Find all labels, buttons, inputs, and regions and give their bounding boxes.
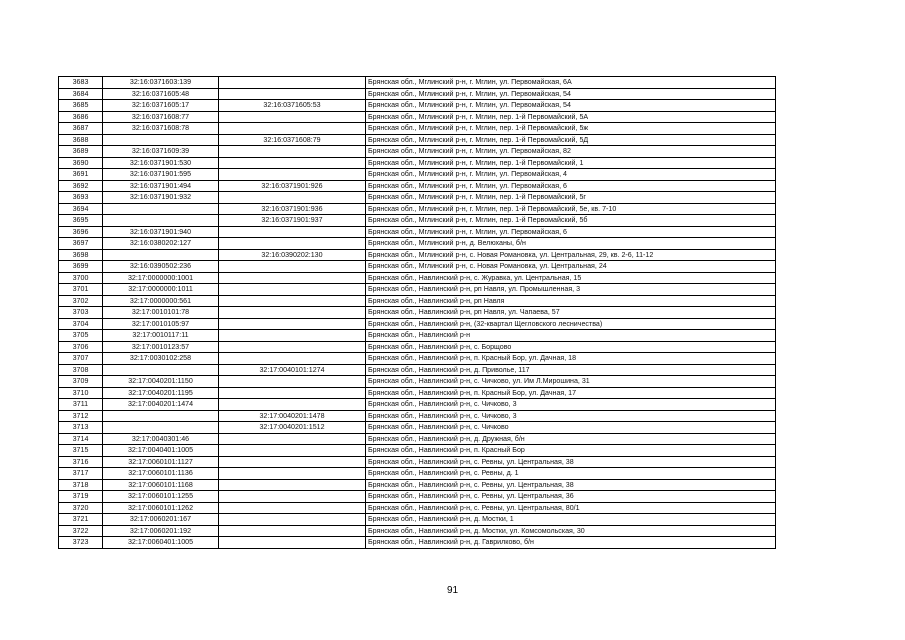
- row-number-cell: 3698: [59, 249, 103, 261]
- related-cadastral-number-cell: [219, 226, 366, 238]
- row-number-cell: 3707: [59, 353, 103, 365]
- cadastral-number-cell: 32:16:0390502:236: [103, 261, 219, 273]
- table-row: [59, 203, 776, 215]
- cadastral-number-cell: [103, 422, 219, 434]
- address-cell: Брянская обл., Мглинский р-н, г. Мглин, пер. 1-й Первомайский, 1: [366, 157, 776, 169]
- related-cadastral-number-cell: [219, 502, 366, 514]
- cadastral-number-cell: 32:17:0040201:1150: [103, 376, 219, 388]
- table-row: [59, 537, 776, 549]
- table-row: [59, 100, 776, 112]
- related-cadastral-number-cell: 32:17:0040201:1478: [219, 410, 366, 422]
- cadastral-number-cell: 32:16:0371901:595: [103, 169, 219, 181]
- address-cell: Брянская обл., Мглинский р-н, г. Мглин, ул. Первомайская, 6: [366, 226, 776, 238]
- row-number-cell: 3708: [59, 364, 103, 376]
- related-cadastral-number-cell: 32:16:0390202:130: [219, 249, 366, 261]
- table-row: [59, 422, 776, 434]
- row-number-cell: 3699: [59, 261, 103, 273]
- table-row: [59, 399, 776, 411]
- table-row: [59, 387, 776, 399]
- table-row: [59, 284, 776, 296]
- related-cadastral-number-cell: [219, 261, 366, 273]
- row-number-cell: 3690: [59, 157, 103, 169]
- address-cell: Брянская обл., Мглинский р-н, г. Мглин, ул. Первомайская, 54: [366, 88, 776, 100]
- related-cadastral-number-cell: [219, 353, 366, 365]
- table-row: [59, 433, 776, 445]
- related-cadastral-number-cell: [219, 295, 366, 307]
- related-cadastral-number-cell: [219, 514, 366, 526]
- cadastral-number-cell: 32:17:0060201:192: [103, 525, 219, 537]
- table-row: [59, 330, 776, 342]
- row-number-cell: 3723: [59, 537, 103, 549]
- related-cadastral-number-cell: [219, 307, 366, 319]
- related-cadastral-number-cell: [219, 376, 366, 388]
- cadastral-number-cell: 32:16:0371605:48: [103, 88, 219, 100]
- address-cell: Брянская обл., Навлинский р-н, с. Борщово: [366, 341, 776, 353]
- related-cadastral-number-cell: [219, 479, 366, 491]
- cadastral-number-cell: 32:17:0040401:1005: [103, 445, 219, 457]
- address-cell: Брянская обл., Навлинский р-н, с. Чичково, ул. Им Л.Мирошина, 31: [366, 376, 776, 388]
- related-cadastral-number-cell: [219, 456, 366, 468]
- cadastral-number-cell: 32:17:0010105:97: [103, 318, 219, 330]
- address-cell: Брянская обл., Мглинский р-н, г. Мглин, пер. 1-й Первомайский, 5Д: [366, 134, 776, 146]
- address-cell: Брянская обл., Навлинский р-н, с. Ревны, ул. Центральная, 36: [366, 491, 776, 503]
- table-row: [59, 146, 776, 158]
- row-number-cell: 3697: [59, 238, 103, 250]
- cadastral-number-cell: 32:17:0060201:167: [103, 514, 219, 526]
- cadastral-number-cell: 32:17:0060101:1262: [103, 502, 219, 514]
- cadastral-number-cell: [103, 249, 219, 261]
- cadastral-number-cell: 32:16:0371608:77: [103, 111, 219, 123]
- table-row: [59, 525, 776, 537]
- related-cadastral-number-cell: [219, 123, 366, 135]
- related-cadastral-number-cell: [219, 88, 366, 100]
- row-number-cell: 3705: [59, 330, 103, 342]
- cadastral-number-cell: 32:17:0060101:1127: [103, 456, 219, 468]
- table-row: [59, 491, 776, 503]
- row-number-cell: 3704: [59, 318, 103, 330]
- address-cell: Брянская обл., Мглинский р-н, г. Мглин, ул. Первомайская, 6: [366, 180, 776, 192]
- row-number-cell: 3712: [59, 410, 103, 422]
- related-cadastral-number-cell: 32:17:0040101:1274: [219, 364, 366, 376]
- row-number-cell: 3713: [59, 422, 103, 434]
- address-cell: Брянская обл., Навлинский р-н, с. Ревны, ул. Центральная, 80/1: [366, 502, 776, 514]
- related-cadastral-number-cell: 32:16:0371901:926: [219, 180, 366, 192]
- address-cell: Брянская обл., Навлинский р-н, с. Ревны, ул. Центральная, 38: [366, 479, 776, 491]
- table-row: [59, 376, 776, 388]
- table-row: [59, 502, 776, 514]
- address-cell: Брянская обл., Навлинский р-н, с. Ревны, д. 1: [366, 468, 776, 480]
- related-cadastral-number-cell: 32:16:0371605:53: [219, 100, 366, 112]
- related-cadastral-number-cell: [219, 341, 366, 353]
- related-cadastral-number-cell: [219, 146, 366, 158]
- table-row: [59, 318, 776, 330]
- address-cell: Брянская обл., Навлинский р-н, с. Чичково, 3: [366, 399, 776, 411]
- address-cell: Брянская обл., Мглинский р-н, г. Мглин, пер. 1-й Первомайский, 5г: [366, 192, 776, 204]
- row-number-cell: 3703: [59, 307, 103, 319]
- address-cell: Брянская обл., Мглинский р-н, г. Мглин, ул. Первомайская, 4: [366, 169, 776, 181]
- row-number-cell: 3687: [59, 123, 103, 135]
- table-row: [59, 249, 776, 261]
- row-number-cell: 3688: [59, 134, 103, 146]
- cadastral-number-cell: 32:16:0371609:39: [103, 146, 219, 158]
- cadastral-number-cell: 32:16:0371605:17: [103, 100, 219, 112]
- row-number-cell: 3720: [59, 502, 103, 514]
- address-cell: Брянская обл., Навлинский р-н, п. Красный Бор: [366, 445, 776, 457]
- related-cadastral-number-cell: [219, 318, 366, 330]
- table-row: [59, 468, 776, 480]
- related-cadastral-number-cell: 32:16:0371901:937: [219, 215, 366, 227]
- cadastral-number-cell: 32:16:0371901:940: [103, 226, 219, 238]
- row-number-cell: 3701: [59, 284, 103, 296]
- related-cadastral-number-cell: 32:17:0040201:1512: [219, 422, 366, 434]
- related-cadastral-number-cell: [219, 192, 366, 204]
- cadastral-number-cell: [103, 364, 219, 376]
- table-row: [59, 410, 776, 422]
- table-row: [59, 157, 776, 169]
- related-cadastral-number-cell: 32:16:0371901:936: [219, 203, 366, 215]
- address-cell: Брянская обл., Навлинский р-н, (32-квартал Щегловского лесничества): [366, 318, 776, 330]
- related-cadastral-number-cell: [219, 491, 366, 503]
- address-cell: Брянская обл., Мглинский р-н, г. Мглин, пер. 1-й Первомайский, 5е, кв. 7-10: [366, 203, 776, 215]
- address-cell: Брянская обл., Навлинский р-н, д. Приволье, 117: [366, 364, 776, 376]
- related-cadastral-number-cell: [219, 468, 366, 480]
- related-cadastral-number-cell: [219, 169, 366, 181]
- cadastral-number-cell: 32:16:0371603:139: [103, 77, 219, 89]
- row-number-cell: 3714: [59, 433, 103, 445]
- related-cadastral-number-cell: 32:16:0371608:79: [219, 134, 366, 146]
- table-row: [59, 307, 776, 319]
- table-row: [59, 169, 776, 181]
- address-cell: Брянская обл., Навлинский р-н, с. Журавка, ул. Центральная, 15: [366, 272, 776, 284]
- address-cell: Брянская обл., Навлинский р-н, с. Чичково: [366, 422, 776, 434]
- related-cadastral-number-cell: [219, 284, 366, 296]
- row-number-cell: 3693: [59, 192, 103, 204]
- row-number-cell: 3711: [59, 399, 103, 411]
- row-number-cell: 3689: [59, 146, 103, 158]
- row-number-cell: 3696: [59, 226, 103, 238]
- related-cadastral-number-cell: [219, 157, 366, 169]
- cadastral-number-cell: [103, 215, 219, 227]
- row-number-cell: 3718: [59, 479, 103, 491]
- table-row: [59, 215, 776, 227]
- address-cell: Брянская обл., Навлинский р-н, рп Навля, ул. Чапаева, 57: [366, 307, 776, 319]
- cadastral-number-cell: 32:17:0060101:1168: [103, 479, 219, 491]
- address-cell: Брянская обл., Навлинский р-н, с. Ревны, ул. Центральная, 38: [366, 456, 776, 468]
- cadastral-number-cell: 32:16:0371901:494: [103, 180, 219, 192]
- row-number-cell: 3702: [59, 295, 103, 307]
- address-cell: Брянская обл., Мглинский р-н, г. Мглин, ул. Первомайская, 82: [366, 146, 776, 158]
- address-cell: Брянская обл., Навлинский р-н, рп Навля: [366, 295, 776, 307]
- address-cell: Брянская обл., Навлинский р-н, с. Чичково, 3: [366, 410, 776, 422]
- address-cell: Брянская обл., Навлинский р-н, п. Красный Бор, ул. Дачная, 18: [366, 353, 776, 365]
- address-cell: Брянская обл., Навлинский р-н, д. Гаврилково, б/н: [366, 537, 776, 549]
- related-cadastral-number-cell: [219, 111, 366, 123]
- related-cadastral-number-cell: [219, 272, 366, 284]
- cadastral-number-cell: [103, 203, 219, 215]
- row-number-cell: 3683: [59, 77, 103, 89]
- row-number-cell: 3710: [59, 387, 103, 399]
- related-cadastral-number-cell: [219, 433, 366, 445]
- cadastral-number-cell: 32:17:0000000:1011: [103, 284, 219, 296]
- address-cell: Брянская обл., Навлинский р-н, д. Мостки, 1: [366, 514, 776, 526]
- table-row: [59, 456, 776, 468]
- table-row: [59, 272, 776, 284]
- table-row: [59, 123, 776, 135]
- row-number-cell: 3717: [59, 468, 103, 480]
- table-row: [59, 226, 776, 238]
- address-cell: Брянская обл., Мглинский р-н, г. Мглин, пер. 1-й Первомайский, 5ж: [366, 123, 776, 135]
- related-cadastral-number-cell: [219, 387, 366, 399]
- related-cadastral-number-cell: [219, 537, 366, 549]
- property-table: [58, 76, 776, 549]
- cadastral-number-cell: 32:16:0371901:530: [103, 157, 219, 169]
- row-number-cell: 3684: [59, 88, 103, 100]
- cadastral-number-cell: 32:16:0371901:932: [103, 192, 219, 204]
- cadastral-number-cell: 32:17:0010123:57: [103, 341, 219, 353]
- row-number-cell: 3721: [59, 514, 103, 526]
- address-cell: Брянская обл., Мглинский р-н, с. Новая Романовка, ул. Центральная, 29, кв. 2-6, 11-12: [366, 249, 776, 261]
- address-cell: Брянская обл., Мглинский р-н, г. Мглин, ул. Первомайская, 54: [366, 100, 776, 112]
- cadastral-number-cell: 32:17:0000000:561: [103, 295, 219, 307]
- row-number-cell: 3706: [59, 341, 103, 353]
- related-cadastral-number-cell: [219, 238, 366, 250]
- related-cadastral-number-cell: [219, 399, 366, 411]
- table-row: [59, 77, 776, 89]
- address-cell: Брянская обл., Мглинский р-н, с. Новая Романовка, ул. Центральная, 24: [366, 261, 776, 273]
- address-cell: Брянская обл., Навлинский р-н, п. Красный Бор, ул. Дачная, 17: [366, 387, 776, 399]
- row-number-cell: 3694: [59, 203, 103, 215]
- table-row: [59, 514, 776, 526]
- address-cell: Брянская обл., Мглинский р-н, г. Мглин, пер. 1-й Первомайский, 5б: [366, 215, 776, 227]
- table-row: [59, 341, 776, 353]
- row-number-cell: 3719: [59, 491, 103, 503]
- address-cell: Брянская обл., Навлинский р-н, д. Мостки, ул. Комсомольская, 30: [366, 525, 776, 537]
- table-row: [59, 295, 776, 307]
- cadastral-number-cell: 32:17:0060101:1255: [103, 491, 219, 503]
- table-row: [59, 134, 776, 146]
- cadastral-number-cell: 32:17:0010117:11: [103, 330, 219, 342]
- cadastral-number-cell: 32:17:0010101:78: [103, 307, 219, 319]
- related-cadastral-number-cell: [219, 330, 366, 342]
- table-row: [59, 192, 776, 204]
- table-row: [59, 88, 776, 100]
- cadastral-number-cell: 32:17:0030102:258: [103, 353, 219, 365]
- cadastral-number-cell: 32:17:0040201:1195: [103, 387, 219, 399]
- row-number-cell: 3722: [59, 525, 103, 537]
- cadastral-number-cell: 32:17:0060101:1136: [103, 468, 219, 480]
- table-row: [59, 445, 776, 457]
- table-row: [59, 364, 776, 376]
- cadastral-number-cell: [103, 134, 219, 146]
- cadastral-number-cell: 32:17:0000000:1001: [103, 272, 219, 284]
- row-number-cell: 3692: [59, 180, 103, 192]
- row-number-cell: 3691: [59, 169, 103, 181]
- table-row: [59, 261, 776, 273]
- row-number-cell: 3700: [59, 272, 103, 284]
- address-cell: Брянская обл., Навлинский р-н, рп Навля, ул. Промышленная, 3: [366, 284, 776, 296]
- row-number-cell: 3685: [59, 100, 103, 112]
- page-number: 91: [446, 585, 459, 596]
- cadastral-number-cell: 32:16:0380202:127: [103, 238, 219, 250]
- address-cell: Брянская обл., Мглинский р-н, г. Мглин, пер. 1-й Первомайский, 5А: [366, 111, 776, 123]
- cadastral-number-cell: 32:17:0040201:1474: [103, 399, 219, 411]
- table-row: [59, 353, 776, 365]
- address-cell: Брянская обл., Мглинский р-н, д. Велюханы, б/н: [366, 238, 776, 250]
- related-cadastral-number-cell: [219, 77, 366, 89]
- cadastral-number-cell: 32:16:0371608:78: [103, 123, 219, 135]
- row-number-cell: 3695: [59, 215, 103, 227]
- table-row: [59, 111, 776, 123]
- cadastral-number-cell: 32:17:0060401:1005: [103, 537, 219, 549]
- related-cadastral-number-cell: [219, 445, 366, 457]
- row-number-cell: 3716: [59, 456, 103, 468]
- address-cell: Брянская обл., Навлинский р-н, д. Дружная, б/н: [366, 433, 776, 445]
- cadastral-number-cell: [103, 410, 219, 422]
- row-number-cell: 3715: [59, 445, 103, 457]
- table-row: [59, 180, 776, 192]
- address-cell: Брянская обл., Навлинский р-н: [366, 330, 776, 342]
- address-cell: Брянская обл., Мглинский р-н, г. Мглин, ул. Первомайская, 6А: [366, 77, 776, 89]
- cadastral-number-cell: 32:17:0040301:46: [103, 433, 219, 445]
- property-table-body: [59, 77, 776, 549]
- table-row: [59, 238, 776, 250]
- related-cadastral-number-cell: [219, 525, 366, 537]
- row-number-cell: 3686: [59, 111, 103, 123]
- table-row: [59, 479, 776, 491]
- row-number-cell: 3709: [59, 376, 103, 388]
